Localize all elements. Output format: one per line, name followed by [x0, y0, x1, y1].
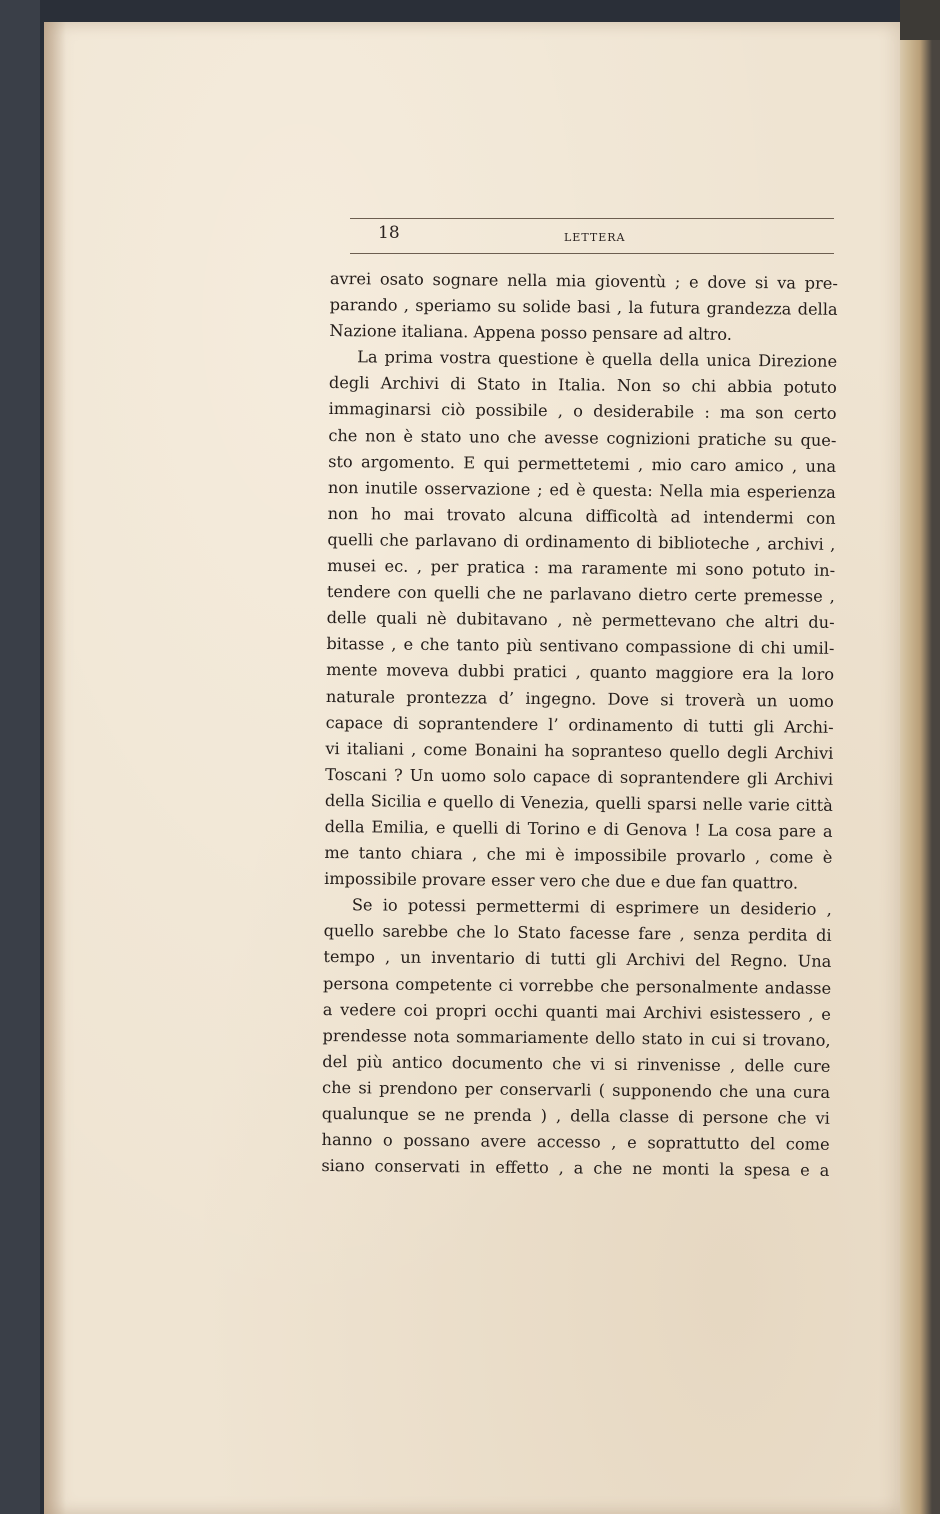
- text-line: hanno o possano avere accesso , e soprattutto del come: [321, 1130, 830, 1154]
- text-line: musei ec. , per pratica : ma raramente mi sono potuto in-: [327, 556, 836, 580]
- text-line: immaginarsi ciò possibile , o desiderabile : ma son certo: [328, 399, 837, 424]
- running-head: [350, 218, 834, 254]
- text-line: impossibile provare esser vero che due e due fan quattro.: [324, 869, 799, 893]
- text-line: parando , speriamo su solide basi , la futura grandezza della: [329, 295, 838, 319]
- body-text: [321, 266, 838, 1184]
- text-line: della Sicilia e quello di Venezia, quelli sparsi nelle varie città: [324, 790, 833, 815]
- text-line: Nazione italiana. Appena posso pensare ad altro.: [329, 321, 733, 345]
- page-number: 18: [378, 223, 400, 243]
- text-line: degli Archivi di Stato in Italia. Non so chi abbia potuto: [328, 373, 837, 398]
- text-line: me tanto chiara , che mi è impossibile provarlo , come è: [324, 843, 833, 867]
- text-line: della Emilia, e quelli di Torino e di Genova ! La cosa pare a: [324, 816, 833, 841]
- text-line: quello sarebbe che lo Stato facesse fare , senza perdita di: [323, 921, 832, 946]
- text-line: Toscani ? Un uomo solo capace di soprantendere gli Archivi: [325, 764, 834, 789]
- text-line: non inutile osservazione ; ed è questa: Nella mia esperienza: [327, 477, 836, 502]
- text-line: tempo , un inventario di tutti gli Archivi del Regno. Una: [323, 947, 832, 972]
- text-line: che si prendono per conservarli ( supponendo che una cura: [322, 1077, 831, 1102]
- text-line: capace di soprantendere l’ ordinamento di tutti gli Archi-: [325, 712, 834, 737]
- text-line: mente moveva dubbi pratici , quanto maggiore era la loro: [326, 660, 835, 685]
- text-line: vi italiani , come Bonaini ha sopranteso quello degli Archivi: [325, 738, 834, 763]
- text-line: non ho mai trovato alcuna difficoltà ad intendermi con: [327, 503, 836, 528]
- text-line: del più antico documento che vi si rinvenisse , delle cure: [322, 1051, 831, 1076]
- page-stack-edge: [900, 40, 940, 1514]
- text-line: prendesse nota sommariamente dello stato in cui si trovano,: [322, 1025, 831, 1050]
- text-line: qualunque se ne prenda ) , della classe di persone che vi: [321, 1103, 830, 1128]
- text-line: La prima vostra questione è quella della unica Direzione: [357, 347, 838, 372]
- text-line: siano conservati in effetto , a che ne monti la spesa e a: [321, 1156, 830, 1181]
- text-line: a vedere coi propri occhi quanti mai Archivi esistessero , e: [322, 999, 831, 1024]
- text-line: bitasse , e che tanto più sentivano compassione di chi umil-: [326, 634, 835, 659]
- text-line: tendere con quelli che ne parlavano dietro certe premesse ,: [326, 582, 835, 606]
- text-line: persona competente ci vorrebbe che personalmente andasse: [323, 973, 832, 998]
- text-line: avrei osato sognare nella mia gioventù ; e dove si va pre-: [329, 268, 838, 293]
- text-line: sto argomento. E qui permettetemi , mio caro amico , una: [328, 451, 837, 476]
- text-line: che non è stato uno che avesse cognizioni pratiche su que-: [328, 425, 837, 450]
- text-line: Se io potessi permettermi di esprimere un desiderio ,: [351, 895, 832, 920]
- page-gutter-shadow: [44, 22, 66, 1514]
- text-line: quelli che parlavano di ordinamento di biblioteche , archivi ,: [327, 529, 836, 554]
- running-title: LETTERA: [564, 231, 626, 244]
- text-line: delle quali nè dubitavano , nè permettevano che altri du-: [326, 608, 835, 633]
- text-line: naturale prontezza d’ ingegno. Dove si troverà un uomo: [325, 686, 834, 711]
